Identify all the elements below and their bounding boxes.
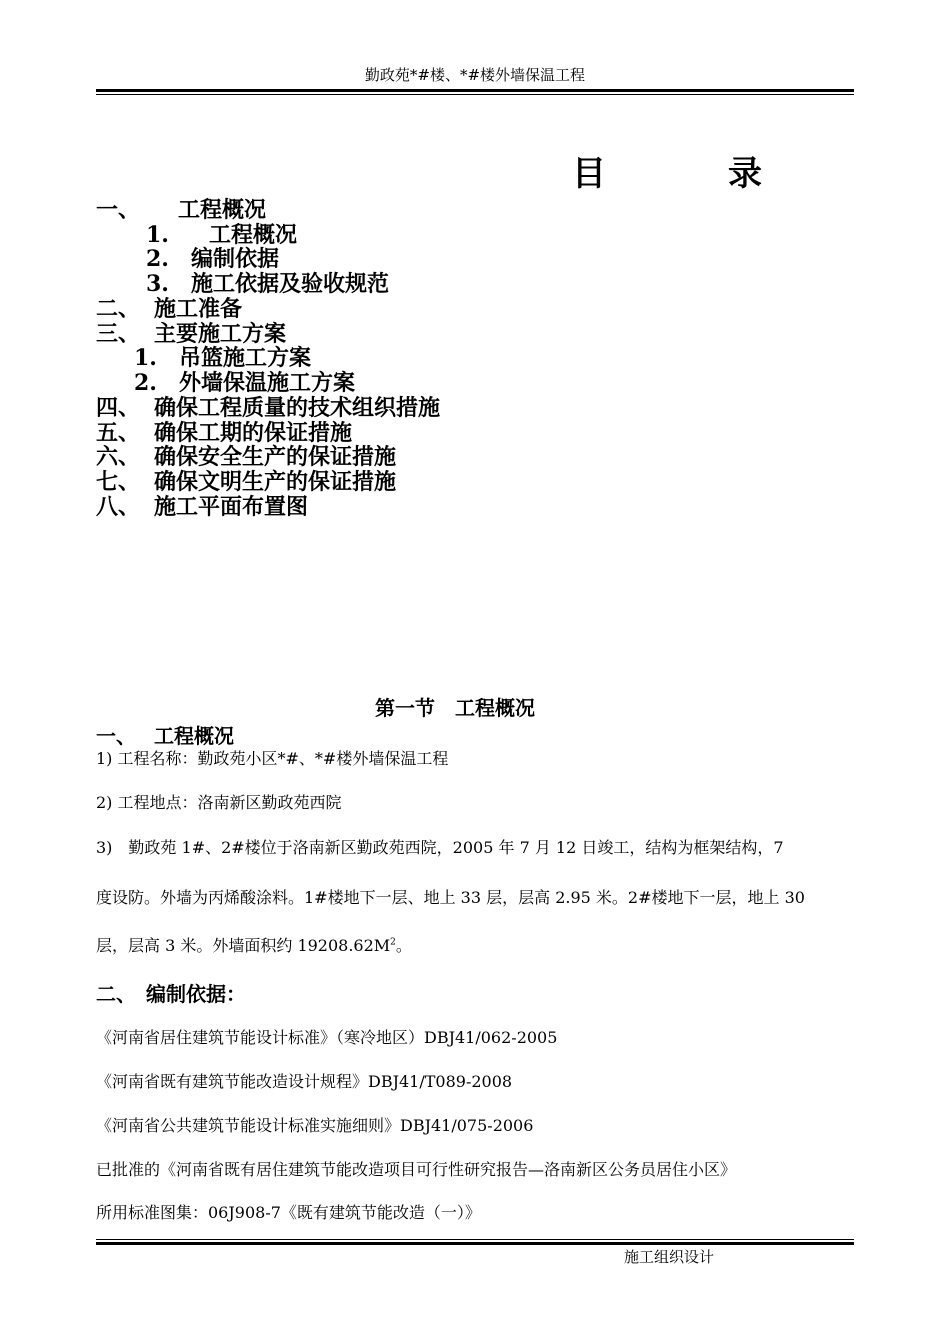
reference-item: 《河南省既有建筑节能改造设计规程》DBJ41/T089-2008: [96, 1072, 513, 1091]
paragraph-project-name: 1) 工程名称：勤政苑小区*#、*#楼外墙保温工程: [96, 749, 449, 768]
paragraph-project-location: 2) 工程地点：洛南新区勤政苑西院: [96, 793, 342, 812]
toc-item-label: 工程概况: [208, 222, 297, 248]
toc-item-label: 施工依据及验收规范: [190, 271, 389, 297]
reference-item: 已批准的《河南省既有居住建筑节能改造项目可行性研究报告—洛南新区公务员居住小区》: [96, 1160, 737, 1179]
footer-rule-thick: [96, 1242, 854, 1245]
subsection-number: 二、: [96, 982, 136, 1006]
subsection-heading: [96, 720, 234, 749]
toc-item-number: 三、: [96, 321, 141, 347]
toc-item: [96, 420, 352, 446]
toc-item-label: 确保工期的保证措施: [154, 420, 353, 446]
toc-item-number: 1.: [146, 222, 169, 248]
toc-item-label: 确保安全生产的保证措施: [154, 444, 397, 470]
toc-item-number: 七、: [96, 469, 141, 495]
toc-item: [146, 222, 297, 248]
toc-title-char-1: 目: [572, 154, 606, 194]
superscript-2: 2: [390, 937, 396, 948]
toc-item-number: 六、: [96, 444, 141, 470]
toc-item-label: 外墙保温施工方案: [178, 370, 355, 396]
toc-item-label: 吊篮施工方案: [178, 345, 311, 371]
reference-item: 《河南省公共建筑节能设计标准实施细则》DBJ41/075-2006: [96, 1116, 534, 1135]
toc-item: [96, 296, 242, 322]
paragraph-project-desc-line2: 度设防。外墙为丙烯酸涂料。1#楼地下一层、地上 33 层，层高 2.95 米。2#楼地下一层，地上 30: [96, 888, 805, 907]
toc-item: [96, 197, 266, 223]
footer-rule-thin: [96, 1239, 854, 1240]
toc-item: [96, 395, 440, 421]
toc-item-number: 一、: [96, 197, 141, 223]
header-rule-thin: [96, 94, 854, 95]
header-rule-thick: [96, 89, 854, 92]
page-header-title: 勤政苑*#楼、*#楼外墙保温工程: [364, 66, 586, 84]
toc-item-label: 施工准备: [154, 296, 243, 322]
desc-line3-end: 。: [395, 936, 412, 955]
toc-item-label: 确保文明生产的保证措施: [154, 469, 397, 495]
subsection-label: 工程概况: [154, 724, 234, 748]
desc-line3-text: 层，层高 3 米。外墙面积约 19208.62M: [96, 936, 391, 955]
toc-item-number: 二、: [96, 296, 141, 322]
toc-item-label: 施工平面布置图: [154, 494, 309, 520]
toc-item-label: 工程概况: [178, 197, 267, 223]
toc-item: [96, 469, 396, 495]
subsection-heading: [96, 978, 246, 1007]
toc-item-number: 八、: [96, 494, 141, 520]
toc-item: [96, 321, 286, 347]
toc-item: [146, 271, 389, 297]
subsection-number: 一、: [96, 724, 136, 748]
toc-item-number: 3.: [146, 271, 169, 297]
toc-item-number: 2.: [146, 246, 169, 272]
toc-item: [134, 370, 355, 396]
paragraph-project-desc-line1: 3) 勤政苑 1#、2#楼位于洛南新区勤政苑西院，2005 年 7 月 12 日竣工，结构为框架结构，7: [96, 838, 784, 857]
page-footer-text: 施工组织设计: [624, 1248, 715, 1266]
toc-item: [96, 444, 396, 470]
toc-item: [134, 345, 311, 371]
toc-item-label: 主要施工方案: [154, 321, 287, 347]
section-title: 第一节 工程概况: [375, 696, 535, 720]
toc-item: [146, 246, 279, 272]
toc-item-number: 四、: [96, 395, 141, 421]
toc-title-char-2: 录: [728, 154, 762, 194]
subsection-label: 编制依据：: [146, 982, 246, 1006]
toc-item-number: 2.: [134, 370, 157, 396]
toc-item-number: 1.: [134, 345, 157, 371]
toc-item-number: 五、: [96, 420, 141, 446]
reference-item: 《河南省居住建筑节能设计标准》（寒冷地区）DBJ41/062-2005: [96, 1028, 558, 1047]
reference-item: 所用标准图集：06J908-7《既有建筑节能改造（一）》: [96, 1203, 481, 1222]
toc-item-label: 编制依据: [190, 246, 279, 272]
toc-item-label: 确保工程质量的技术组织措施: [154, 395, 441, 421]
paragraph-project-desc-line3: [96, 933, 412, 956]
toc-item: [96, 494, 308, 520]
